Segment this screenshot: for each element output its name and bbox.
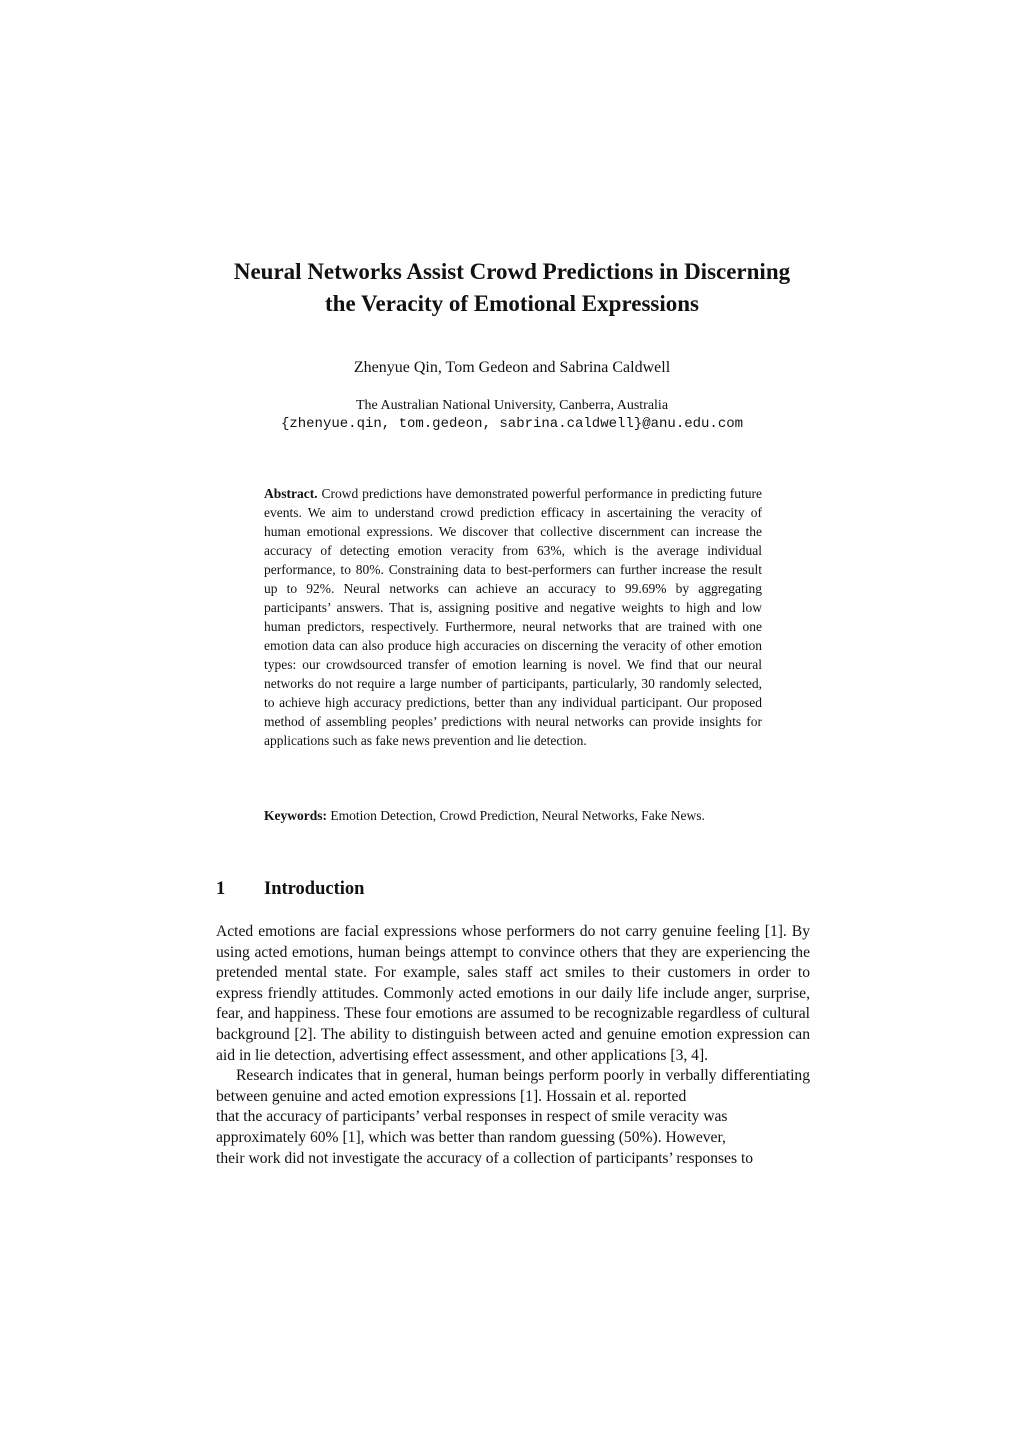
- body-paragraph-2-line-3: approximately 60% [1], which was better than random guessing (50%). However,: [216, 1128, 726, 1146]
- author-list: Zhenyue Qin, Tom Gedeon and Sabrina Caldwell: [353, 359, 671, 376]
- abstract-text: Crowd predictions have demonstrated powerful performance in predicting future events. We aim to understand crowd prediction efficacy in ascertaining the veracity of human emotional expressions. We discover that collective discernment can increase the accuracy of detecting emotion veracity from 63%, which is the average individual performance, to 80%. Constraining data to best-performers can further increase the result up to 92%. Neural networks can achieve an accuracy to 99.69% by aggregating participants’ answers. That is, assigning positive and negative weights to high and low human predictors, respectively. Furthermore, neural networks that are trained with one emotion data can also produce high accuracies on discerning the veracity of other emotion types: our crowdsourced transfer of emotion learning is novel. We find that our neural networks do not require a large number of participants, particularly, 30 randomly selected, to achieve high accuracy predictions, better than any individual participant. Our proposed method of assembling peoples’ predictions with neural networks can provide insights for applications such as fake news prevention and lie detection.: [264, 486, 762, 748]
- body-paragraph-2-line-2: that the accuracy of participants’ verbal responses in respect of smile veracity was: [216, 1108, 728, 1126]
- body-paragraph-2-line-4: their work did not investigate the accuracy of a collection of participants’ responses to: [216, 1149, 754, 1167]
- body-text: [216, 922, 810, 1169]
- section-title: Introduction: [264, 879, 365, 899]
- abstract: [264, 484, 762, 750]
- keywords: [264, 806, 734, 825]
- affiliation: The Australian National University, Canberra, Australia: [355, 398, 669, 413]
- keywords-label: Keywords:: [264, 808, 327, 823]
- abstract-label: Abstract.: [264, 486, 318, 501]
- paper-title-line-1: Neural Networks Assist Crowd Predictions in Discerning: [233, 259, 791, 284]
- body-paragraph-1: Acted emotions are facial expressions whose performers do not carry genuine feeling [1]. By using acted emotions, human beings attempt to convince others that they are experiencing the pretended mental state. For example, sales staff act smiles to their customers in order to express friendly attitudes. Commonly acted emotions in our daily life include anger, surprise, fear, and happiness. These four emotions are assumed to be recognizable regardless of cultural background [2]. The ability to distinguish between acted and genuine emotion expression can aid in lie detection, advertising effect assessment, and other applications [3, 4].: [216, 923, 810, 1064]
- body-paragraph-2-line-1: Research indicates that in general, human beings perform poorly in verbally differentiating between genuine and acted emotion expressions [1]. Hossain et al. reported: [216, 1067, 810, 1105]
- paper-title-line-2: the Veracity of Emotional Expressions: [325, 291, 699, 316]
- keywords-text: Emotion Detection, Crowd Prediction, Neural Networks, Fake News.: [330, 808, 705, 823]
- section-number: 1: [216, 879, 226, 899]
- section-heading-introduction: [216, 876, 364, 902]
- author-emails: {zhenyue.qin, tom.gedeon, sabrina.caldwell}@anu.edu.com: [280, 416, 744, 432]
- paper-title: [180, 256, 844, 320]
